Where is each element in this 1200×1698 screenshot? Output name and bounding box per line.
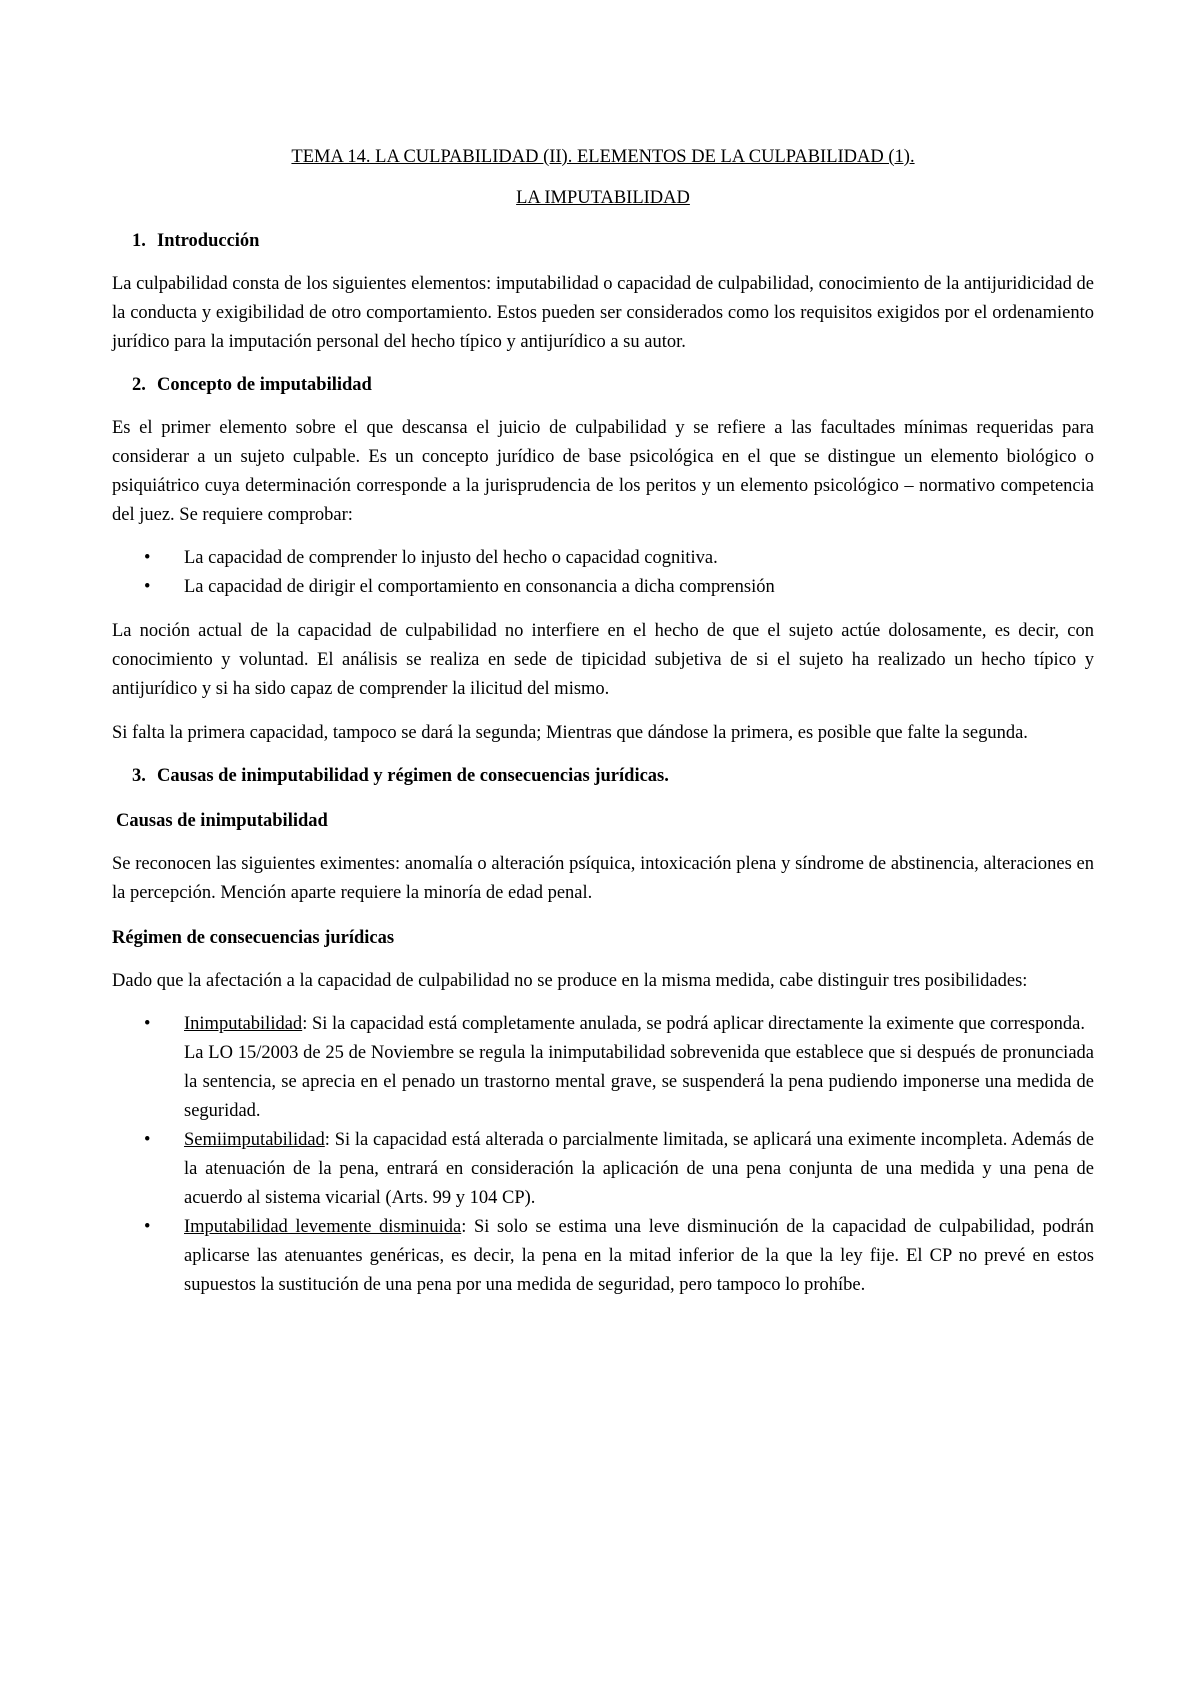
bullet-icon: • (144, 577, 151, 597)
list-item-term: Imputabilidad levemente disminuida (184, 1217, 462, 1237)
list-item-text: : Si solo se estima una leve disminución de la capacidad de culpabilidad, podrán aplicarse las atenuantes genéricas, es decir, la pena en la mitad inferior de la que la ley fije. El CP no prevé en estos supuestos la sustitución de una pena por una medida de seguridad, pero tampoco lo prohíbe. (184, 1217, 1094, 1295)
bullet-icon: • (144, 1217, 151, 1237)
list-item-term: Semiimputabilidad (184, 1130, 325, 1150)
bullet-list-capacidades (112, 544, 1094, 602)
section-title: Concepto de imputabilidad (157, 375, 372, 395)
section-heading-concepto (112, 371, 1094, 400)
section-heading-introduccion (112, 227, 1094, 256)
subheading-causas-inimputabilidad: Causas de inimputabilidad (116, 811, 328, 831)
bullet-list-posibilidades (112, 1010, 1094, 1300)
paragraph-introduccion: La culpabilidad consta de los siguientes elementos: imputabilidad o capacidad de culpabilidad, conocimiento de la antijuridicidad de la conducta y exigibilidad de otro comportamiento. Estos pueden ser considerados como los requisitos exigidos por el ordenamiento jurídico para la imputación personal del hecho típico y antijurídico a su autor. (112, 274, 1094, 352)
list-item-term: Inimputabilidad (184, 1014, 303, 1034)
list-item-extra-text: La LO 15/2003 de 25 de Noviembre se regula la inimputabilidad sobrevenida que establece que si después de pronunciada la sentencia, se aprecia en el penado un trastorno mental grave, se suspenderá la pena pudiendo imponerse una medida de seguridad. (184, 1043, 1094, 1121)
list-item-text: : Si la capacidad está completamente anulada, se podrá aplicar directamente la eximente que corresponda. (302, 1014, 1085, 1034)
paragraph-concepto-1: Es el primer elemento sobre el que descansa el juicio de culpabilidad y se refiere a las facultades mínimas requeridas para considerar a un sujeto culpable. Es un concepto jurídico de base psicológica en el que se distingue un elemento biológico o psiquiátrico cuya determinación corresponde a la jurisprudencia de los peritos y un elemento psicológico – normativo competencia del juez. Se requiere comprobar: (112, 418, 1094, 525)
section-title: Causas de inimputabilidad y régimen de consecuencias jurídicas. (157, 766, 669, 786)
subheading-regimen-consecuencias: Régimen de consecuencias jurídicas (112, 928, 395, 948)
paragraph-concepto-2: La noción actual de la capacidad de culpabilidad no interfiere en el hecho de que el sujeto actúe dolosamente, es decir, con conocimiento y voluntad. El análisis se realiza en sede de tipicidad subjetiva de si el sujeto ha realizado un hecho típico y antijurídico y si ha sido capaz de comprender la ilicitud del mismo. (112, 621, 1094, 699)
list-item-text: La capacidad de comprender lo injusto del hecho o capacidad cognitiva. (184, 548, 718, 568)
bullet-icon: • (144, 548, 151, 568)
list-item (112, 573, 1094, 602)
section-number: 3. (132, 766, 146, 786)
section-heading-causas (112, 762, 1094, 791)
section-number: 1. (132, 231, 146, 251)
section-title: Introducción (157, 231, 260, 251)
section-number: 2. (132, 375, 146, 395)
list-item (112, 544, 1094, 573)
list-item (112, 1010, 1094, 1126)
list-item (112, 1213, 1094, 1300)
list-item-text: La capacidad de dirigir el comportamiento en consonancia a dicha comprensión (184, 577, 775, 597)
paragraph-concepto-3: Si falta la primera capacidad, tampoco se dará la segunda; Mientras que dándose la primera, es posible que falte la segunda. (112, 723, 1028, 743)
document-title: TEMA 14. LA CULPABILIDAD (II). ELEMENTOS DE LA CULPABILIDAD (1). (291, 147, 915, 167)
list-item (112, 1126, 1094, 1213)
bullet-icon: • (144, 1130, 151, 1150)
document-content (112, 143, 1094, 1300)
document-subtitle: LA IMPUTABILIDAD (516, 188, 690, 208)
paragraph-causas: Se reconocen las siguientes eximentes: anomalía o alteración psíquica, intoxicación plena y síndrome de abstinencia, alteraciones en la percepción. Mención aparte requiere la minoría de edad penal. (112, 854, 1094, 903)
paragraph-regimen: Dado que la afectación a la capacidad de culpabilidad no se produce en la misma medida, cabe distinguir tres posibilidades: (112, 971, 1028, 991)
list-item-text: : Si la capacidad está alterada o parcialmente limitada, se aplicará una eximente incompleta. Además de la atenuación de la pena, entrará en consideración la aplicación de una pena conjunta de una medida y una pena de acuerdo al sistema vicarial (Arts. 99 y 104 CP). (184, 1130, 1094, 1208)
bullet-icon: • (144, 1014, 151, 1034)
